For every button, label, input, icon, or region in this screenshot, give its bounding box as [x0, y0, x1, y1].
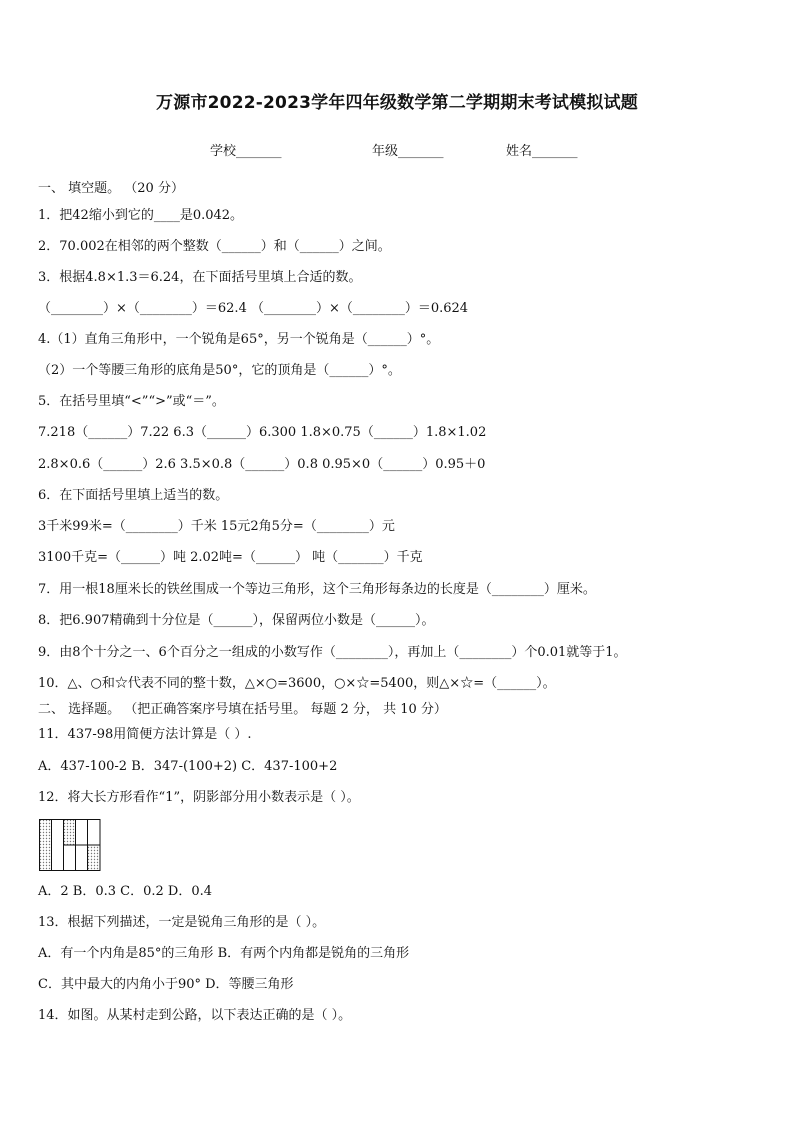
question-4-part-2: （2）一个等腰三角形的底角是50°，它的顶角是（______）°。	[38, 363, 401, 378]
question-11-options: A．437-100-2 B．347-(100+2) C．437-100+2	[38, 759, 338, 774]
question-6-row-1: 3千米99米=（________）千米 15元2角5分=（________）元	[38, 519, 395, 534]
shaded-column	[40, 820, 52, 871]
question-3: 3．根据4.8×1.3＝6.24，在下面括号里填上合适的数。	[38, 270, 362, 285]
question-4-part-1: 4.（1）直角三角形中，一个锐角是65°，另一个锐角是（______）°。	[38, 332, 440, 347]
page-title: 万源市2022-2023学年四年级数学第二学期期末考试模拟试题	[156, 93, 638, 113]
question-14: 14．如图。从某村走到公路，以下表达正确的是（ ）。	[38, 1008, 352, 1023]
question-13-options-cd: C．其中最大的内角小于90° D．等腰三角形	[38, 977, 294, 992]
question-2: 2．70.002在相邻的两个整数（______）和（______）之间。	[38, 239, 391, 254]
question-7: 7．用一根18厘米长的铁丝围成一个等边三角形，这个三角形每条边的长度是（________）厘米。	[38, 582, 596, 597]
question-12-options: A．2 B．0.3 C．0.2 D．0.4	[38, 884, 213, 899]
question-5: 5．在括号里填“<”“>”或“＝”。	[38, 394, 225, 409]
question-9: 9．由8个十分之一、6个百分之一组成的小数写作（________），再加上（________）个0.01就等于1。	[38, 645, 627, 660]
question-11: 11．437-98用简便方法计算是（ ）.	[38, 727, 252, 742]
question-3-blanks: （________）×（________）＝62.4 （________）×（________）＝0.624	[38, 301, 469, 316]
section-choice-heading: 二、 选择题。 （把正确答案序号填在括号里。 每题 2 分， 共 10 分）	[38, 702, 447, 717]
name-field: 姓名_______	[506, 144, 578, 159]
question-5-row-2: 2.8×0.6（______）2.6 3.5×0.8（______）0.8 0.95×0（______）0.95＋0	[38, 457, 486, 472]
question-13-options-ab: A．有一个内角是85°的三角形 B．有两个内角都是锐角的三角形	[38, 946, 410, 961]
question-8: 8．把6.907精确到十分位是（______），保留两位小数是（______）。	[38, 613, 435, 628]
question-10: 10．△、○和☆代表不同的整十数，△×○=3600，○×☆=5400，则△×☆=（______）。	[38, 676, 556, 691]
question-13: 13．根据下列描述，一定是锐角三角形的是（ ）。	[38, 915, 326, 930]
shaded-half-column	[64, 820, 76, 846]
question-12: 12．将大长方形看作“1”，阴影部分用小数表示是（ ）。	[38, 790, 360, 805]
shaded-half-column	[88, 845, 101, 871]
section-fill-blank-heading: 一、 填空题。 （20 分）	[38, 181, 184, 196]
grade-field: 年级_______	[372, 144, 444, 159]
question-1: 1．把42缩小到它的____是0.042。	[38, 208, 244, 223]
shaded-rectangle-figure	[39, 819, 101, 871]
question-6-row-2: 3100千克=（______）吨 2.02吨=（______） 吨（_______）千克	[38, 550, 423, 565]
question-5-row-1: 7.218（______）7.22 6.3（______）6.300 1.8×0.75（______）1.8×1.02	[38, 425, 487, 440]
question-6: 6．在下面括号里填上适当的数。	[38, 488, 229, 503]
school-field: 学校_______	[210, 144, 282, 159]
